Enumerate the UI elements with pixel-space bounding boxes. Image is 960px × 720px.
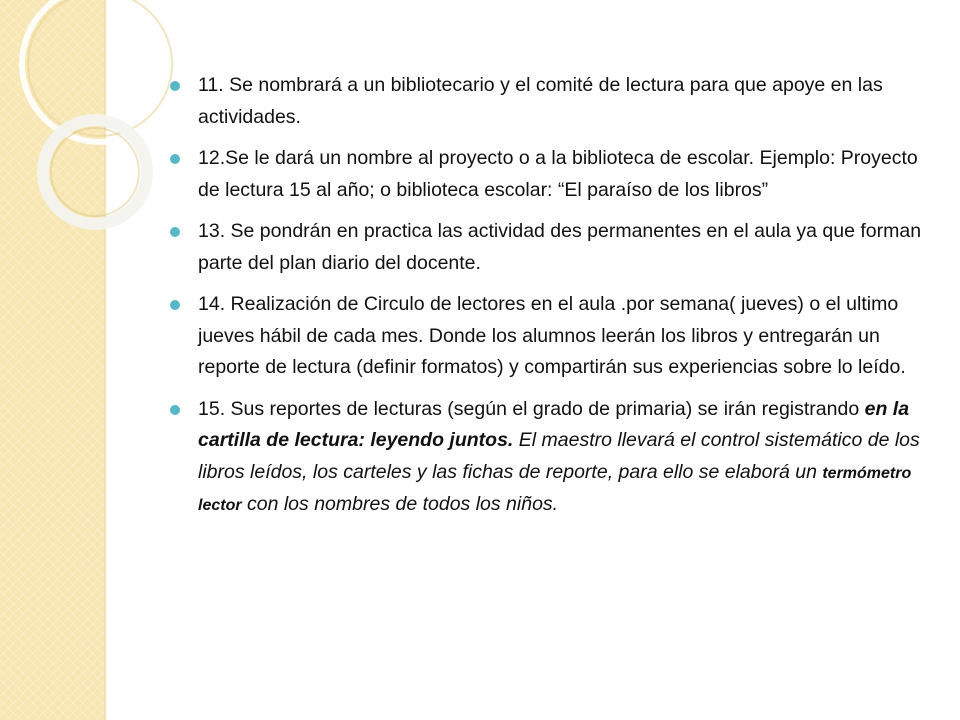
bullet-text-italic: El maestro llevará el control sistemático de los libros leídos, los carteles y las fichas de reporte, para ello se elaborá un — [198, 429, 920, 483]
bullet-text-lead: 15. Sus reportes de lecturas (según el grado de primaria) se irán registrando — [198, 397, 865, 420]
bullet-text: 14. Realización de Circulo de lectores en el aula .por semana( jueves) o el ultimo jueves hábil de cada mes. Donde los alumnos leerán los libros y entregarán un reporte de lectura (definir formatos) y compartirán sus experiencias sobre lo leído. — [198, 293, 906, 378]
bullet-text-bold-phrase: en la cartilla de lectura: leyendo juntos. — [198, 397, 910, 451]
bullet-dot-icon — [170, 300, 180, 310]
bullet-text-bold-small: termómetro lector — [198, 464, 912, 514]
bullet-item-11 — [168, 70, 928, 133]
bullet-dot-icon — [170, 405, 180, 415]
bullet-text-tail: con los nombres de todos los niños. — [241, 493, 559, 515]
bullet-text: 11. Se nombrará a un bibliotecario y el comité de lectura para que apoye en las actividades. — [198, 74, 883, 128]
bullet-dot-icon — [170, 154, 180, 164]
bullet-dot-icon — [170, 81, 180, 91]
slide-content — [168, 70, 928, 532]
bullet-item-12 — [168, 143, 928, 206]
bullet-item-14 — [168, 289, 928, 384]
bullet-text: 12.Se le dará un nombre al proyecto o a la biblioteca de escolar. Ejemplo: Proyecto de lectura 15 al año; o biblioteca escolar: “El paraíso de los libros” — [198, 147, 918, 201]
bullet-text: 13. Se pondrán en practica las actividad des permanentes en el aula ya que forman parte del plan diario del docente. — [198, 220, 922, 274]
bullet-item-15 — [168, 394, 928, 522]
bullet-dot-icon — [170, 227, 180, 237]
bullet-item-13 — [168, 216, 928, 279]
